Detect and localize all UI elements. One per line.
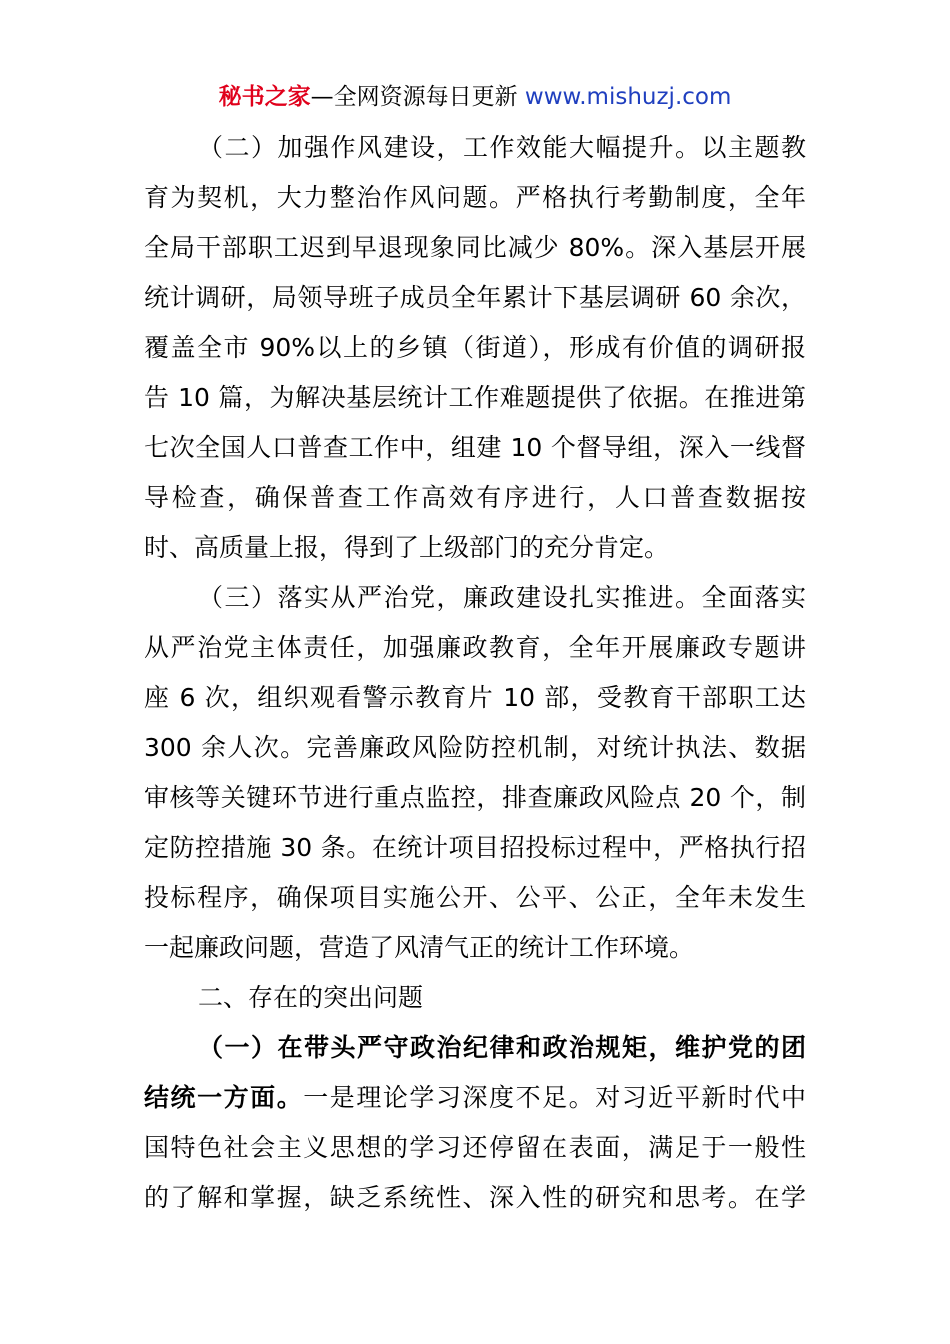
text-line <box>144 773 806 823</box>
text-line <box>144 923 806 973</box>
line-text: 定防控措施 30 条。在统计项目招投标过程中，严格执行招 <box>144 833 806 862</box>
line-text: 统计调研，局领导班子成员全年累计下基层调研 60 余次， <box>144 283 806 312</box>
line-text: 七次全国人口普查工作中，组建 10 个督导组，深入一线督 <box>144 433 806 462</box>
text-line <box>144 1023 806 1073</box>
line-text: 审核等关键环节进行重点监控，排查廉政风险点 20 个，制 <box>144 783 806 812</box>
line-text: 全局干部职工迟到早退现象同比减少 80%。深入基层开展 <box>144 233 806 262</box>
line-text: 告 10 篇，为解决基层统计工作难题提供了依据。在推进第 <box>144 383 806 412</box>
text-line <box>144 973 806 1023</box>
line-text: 一起廉政问题，营造了风清气正的统计工作环境。 <box>144 933 695 962</box>
text-line <box>144 323 806 373</box>
document-body <box>144 123 806 1223</box>
text-line <box>144 523 806 573</box>
text-line <box>144 673 806 723</box>
line-text: 的了解和掌握，缺乏系统性、深入性的研究和思考。在学 <box>144 1183 806 1212</box>
text-line <box>144 873 806 923</box>
line-text: 导检查，确保普查工作高效有序进行，人口普查数据按 <box>144 483 806 512</box>
line-text: 育为契机，大力整治作风问题。严格执行考勤制度，全年 <box>144 183 806 212</box>
text-line <box>144 373 806 423</box>
line-text: 一是理论学习深度不足。对习近平新时代中 <box>303 1083 806 1112</box>
bold-lead: 结统一方面。 <box>144 1083 304 1112</box>
text-line <box>144 173 806 223</box>
line-text: （三）落实从严治党，廉政建设扎实推进。全面落实 <box>198 583 806 612</box>
text-line <box>144 273 806 323</box>
line-text: 300 余人次。完善廉政风险防控机制，对统计执法、数据 <box>144 733 806 762</box>
line-text: 国特色社会主义思想的学习还停留在表面，满足于一般性 <box>144 1133 806 1162</box>
text-line <box>144 723 806 773</box>
text-line <box>144 123 806 173</box>
site-tagline: —全网资源每日更新 <box>310 84 525 110</box>
text-line <box>144 823 806 873</box>
text-line <box>144 623 806 673</box>
line-text: （二）加强作风建设，工作效能大幅提升。以主题教 <box>198 133 806 162</box>
text-line <box>144 1173 806 1223</box>
text-line <box>144 573 806 623</box>
text-line <box>144 223 806 273</box>
line-text: （一）在带头严守政治纪律和政治规矩，维护党的团 <box>198 1033 806 1062</box>
line-text: 二、存在的突出问题 <box>198 983 424 1012</box>
text-line <box>144 473 806 523</box>
line-text: 时、高质量上报，得到了上级部门的充分肯定。 <box>144 533 670 562</box>
line-text: 投标程序，确保项目实施公开、公平、公正，全年未发生 <box>144 883 806 912</box>
text-line <box>144 1123 806 1173</box>
text-line <box>144 423 806 473</box>
site-url[interactable]: www.mishuzj.com <box>524 84 732 110</box>
line-text: 从严治党主体责任，加强廉政教育，全年开展廉政专题讲 <box>144 633 806 662</box>
site-brand: 秘书之家 <box>218 84 311 110</box>
text-line <box>144 1073 806 1123</box>
line-text: 座 6 次，组织观看警示教育片 10 部，受教育干部职工达 <box>144 683 806 712</box>
site-header <box>0 82 950 112</box>
line-text: 覆盖全市 90%以上的乡镇（街道），形成有价值的调研报 <box>144 333 806 362</box>
